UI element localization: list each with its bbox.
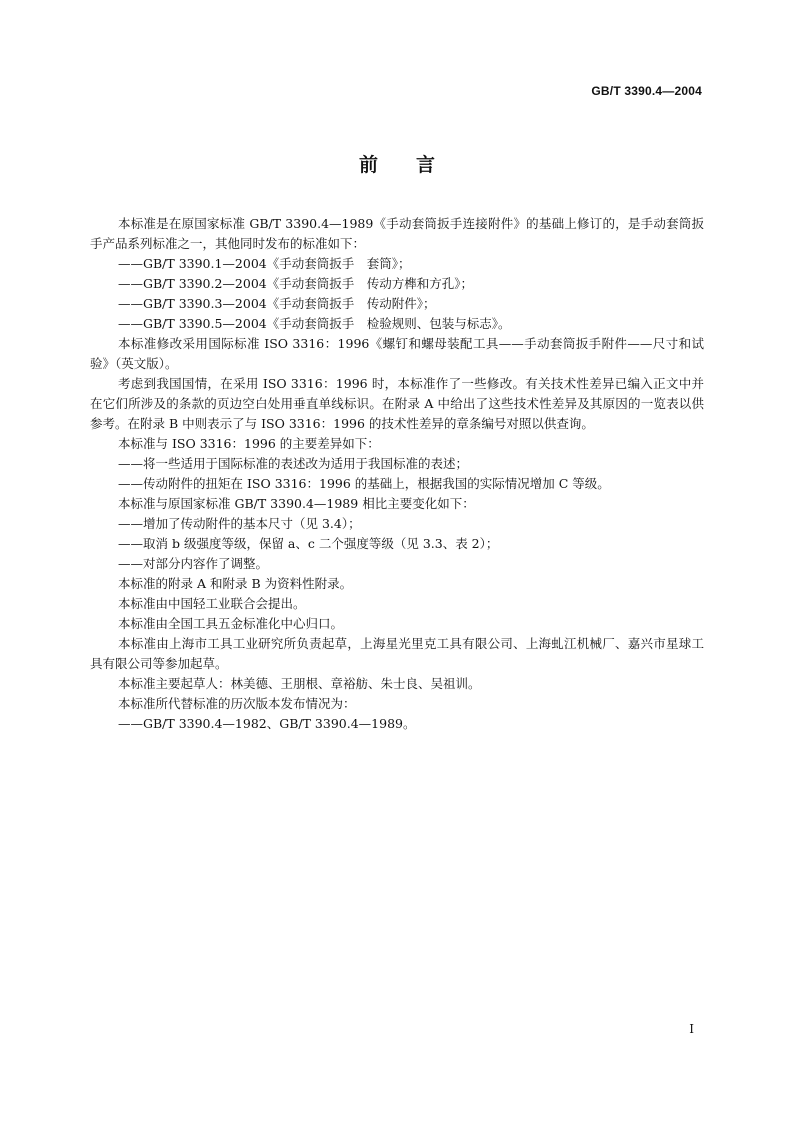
paragraph-centralized-by: 本标准由全国工具五金标准化中心归口。 [118, 616, 344, 631]
page-number: I [689, 1022, 694, 1036]
list-item-change-3: ——对部分内容作了调整。 [118, 556, 269, 571]
paragraph-iso-adoption: 本标准修改采用国际标准 ISO 3316：1996《螺钉和螺母装配工具——手动套筒扳手附件——尺寸和试验》（英文版）。 [90, 336, 704, 371]
page-title: 前言 [358, 154, 473, 176]
list-item-related-standard-2: ——GB/T 3390.2—2004《手动套筒扳手 传动方榫和方孔》； [118, 276, 473, 291]
paragraph-technical-differences: 考虑到我国国情，在采用 ISO 3316：1996 时，本标准作了一些修改。有关技术性差异已编入正文中并在它们所涉及的条款的页边空白处用垂直单线标识。在附录 A 中给出了这些技术性差异及其原因的一览表以供参考。在附录 B 中则表示了与 ISO 3316：1996 的技术性差异的章条编号对照以供查询。 [90, 376, 704, 431]
foreword-body [90, 214, 704, 734]
list-item-change-2: ——取消 b 级强度等级，保留 a、c 二个强度等级（见 3.3、表 2）； [118, 536, 499, 551]
list-item-related-standard-3: ——GB/T 3390.3—2004《手动套筒扳手 传动附件》； [118, 296, 436, 311]
paragraph-proposed-by: 本标准由中国轻工业联合会提出。 [118, 596, 306, 611]
paragraph-main-drafters: 本标准主要起草人：林美德、王朋根、章裕舫、朱士良、吴祖训。 [118, 676, 481, 691]
standard-code-header: GB/T 3390.4—2004 [591, 84, 702, 98]
list-item-related-standard-5: ——GB/T 3390.5—2004《手动套筒扳手 检验规则、包装与标志》。 [118, 316, 511, 331]
paragraph-drafted-by: 本标准由上海市工具工业研究所负责起草，上海星光里克工具有限公司、上海虬江机械厂、嘉兴市星球工具有限公司等参加起草。 [90, 636, 704, 671]
paragraph-intro: 本标准是在原国家标准 GB/T 3390.4—1989《手动套筒扳手连接附件》的基础上修订的，是手动套筒扳手产品系列标准之一，其他同时发布的标准如下： [90, 216, 704, 251]
list-item-replaced-versions: ——GB/T 3390.4—1982、GB/T 3390.4—1989。 [118, 716, 416, 731]
paragraph-appendices: 本标准的附录 A 和附录 B 为资料性附录。 [118, 576, 353, 591]
paragraph-replaced-versions-heading: 本标准所代替标准的历次版本发布情况为： [118, 696, 356, 711]
list-item-related-standard-1: ——GB/T 3390.1—2004《手动套筒扳手 套筒》； [118, 256, 411, 271]
list-item-difference-2: ——传动附件的扭矩在 ISO 3316：1996 的基础上，根据我国的实际情况增加 C 等级。 [118, 476, 610, 491]
list-item-change-1: ——增加了传动附件的基本尺寸（见 3.4）； [118, 516, 361, 531]
paragraph-changes-heading: 本标准与原国家标准 GB/T 3390.4—1989 相比主要变化如下： [118, 496, 475, 511]
paragraph-main-differences-heading: 本标准与 ISO 3316：1996 的主要差异如下： [118, 436, 380, 451]
list-item-difference-1: ——将一些适用于国际标准的表述改为适用于我国标准的表述； [118, 456, 469, 471]
